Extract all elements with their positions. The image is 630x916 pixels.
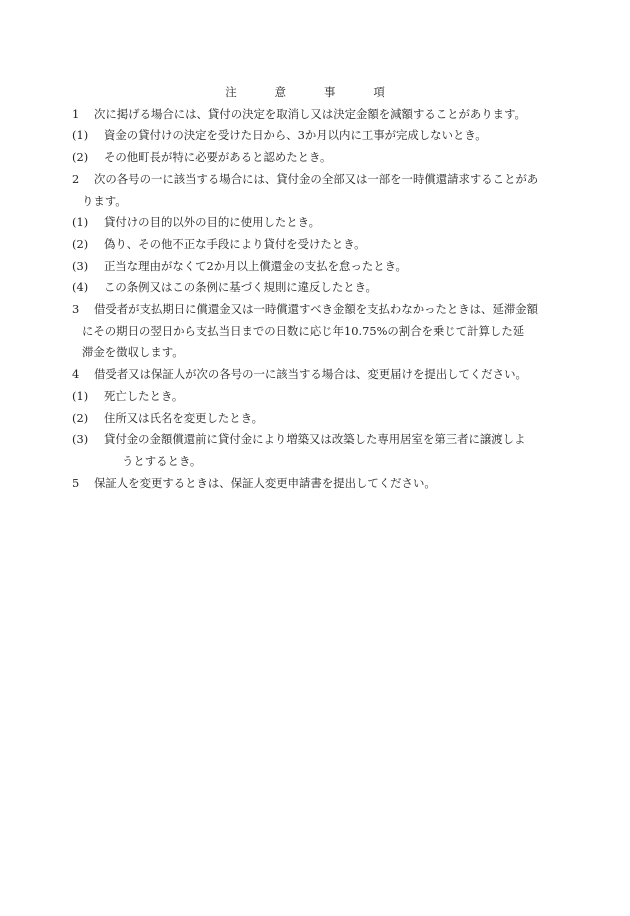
item-text: 次の各号の一に該当する場合には、貸付金の全部又は一部を一時償還請求することがあ xyxy=(94,171,539,186)
subitem-text-continuation: うとするとき。 xyxy=(122,453,202,468)
item-text-continuation: にその期日の翌日から支払当日までの日数に応じ年10.75%の割合を乗じて計算した延 xyxy=(82,323,525,338)
subitem-number: (3) xyxy=(72,432,89,447)
subitem-number: (4) xyxy=(72,280,89,295)
notice-item-3 xyxy=(72,299,558,321)
notice-title xyxy=(52,82,558,104)
subitem-number: (1) xyxy=(72,388,89,403)
notice-subitem xyxy=(72,147,558,169)
item-text: 次に掲げる場合には、貸付の決定を取消し又は決定金額を減額することがあります。 xyxy=(94,106,526,121)
subitem-number: (1) xyxy=(72,128,89,143)
title-char: 事 xyxy=(324,85,336,99)
item-text-continuation: ります。 xyxy=(82,193,127,208)
notice-subitem xyxy=(72,429,558,451)
notice-item-2 xyxy=(72,169,558,191)
subitem-text: 住所又は氏名を変更したとき。 xyxy=(104,410,264,425)
notice-subitem xyxy=(72,386,558,408)
subitem-text: 偽り、その他不正な手段により貸付を受けたとき。 xyxy=(104,236,366,251)
item-text: 保証人を変更するときは、保証人変更申請書を提出してください。 xyxy=(94,475,436,490)
subitem-text: 死亡したとき。 xyxy=(104,388,184,403)
notice-item-4 xyxy=(72,364,558,386)
subitem-text: 資金の貸付けの決定を受けた日から、3か月以内に工事が完成しないとき。 xyxy=(104,128,487,143)
subitem-text: その他町長が特に必要があると認めたとき。 xyxy=(104,150,332,165)
item-number: 1 xyxy=(72,106,80,121)
subitem-number: (2) xyxy=(72,150,89,165)
subitem-text: 貸付金の金額償還前に貸付金により増築又は改築した専用居室を第三者に譲渡しよ xyxy=(104,432,526,447)
notice-subitem xyxy=(72,408,558,430)
item-text: 借受者又は保証人が次の各号の一に該当する場合は、変更届けを提出してください。 xyxy=(94,367,527,382)
subitem-text: この条例又はこの条例に基づく規則に違反したとき。 xyxy=(104,280,377,295)
subitem-number: (3) xyxy=(72,258,89,273)
notice-subitem xyxy=(72,125,558,147)
item-text-continuation: 滞金を徴収します。 xyxy=(82,345,184,360)
item-number: 2 xyxy=(72,171,80,186)
subitem-number: (1) xyxy=(72,215,89,230)
notice-subitem xyxy=(72,212,558,234)
item-number: 3 xyxy=(72,302,80,317)
title-char: 注 xyxy=(225,85,237,99)
subitem-text: 正当な理由がなくて2か月以上償還金の支払を怠ったとき。 xyxy=(104,258,407,273)
title-char: 項 xyxy=(373,85,385,99)
title-char: 意 xyxy=(274,85,286,99)
notice-item-1 xyxy=(72,104,558,126)
notice-item-5 xyxy=(72,473,558,495)
item-number: 5 xyxy=(72,475,80,490)
subitem-text: 貸付けの目的以外の目的に使用したとき。 xyxy=(104,215,320,230)
item-text: 借受者が支払期日に償還金又は一時償還すべき金額を支払わなかったときは、延滞金額 xyxy=(94,302,539,317)
subitem-number: (2) xyxy=(72,236,89,251)
item-number: 4 xyxy=(72,367,80,382)
notice-subitem xyxy=(72,256,558,278)
subitem-number: (2) xyxy=(72,410,89,425)
notice-subitem xyxy=(72,234,558,256)
notice-subitem xyxy=(72,277,558,299)
notice-section xyxy=(72,82,558,494)
